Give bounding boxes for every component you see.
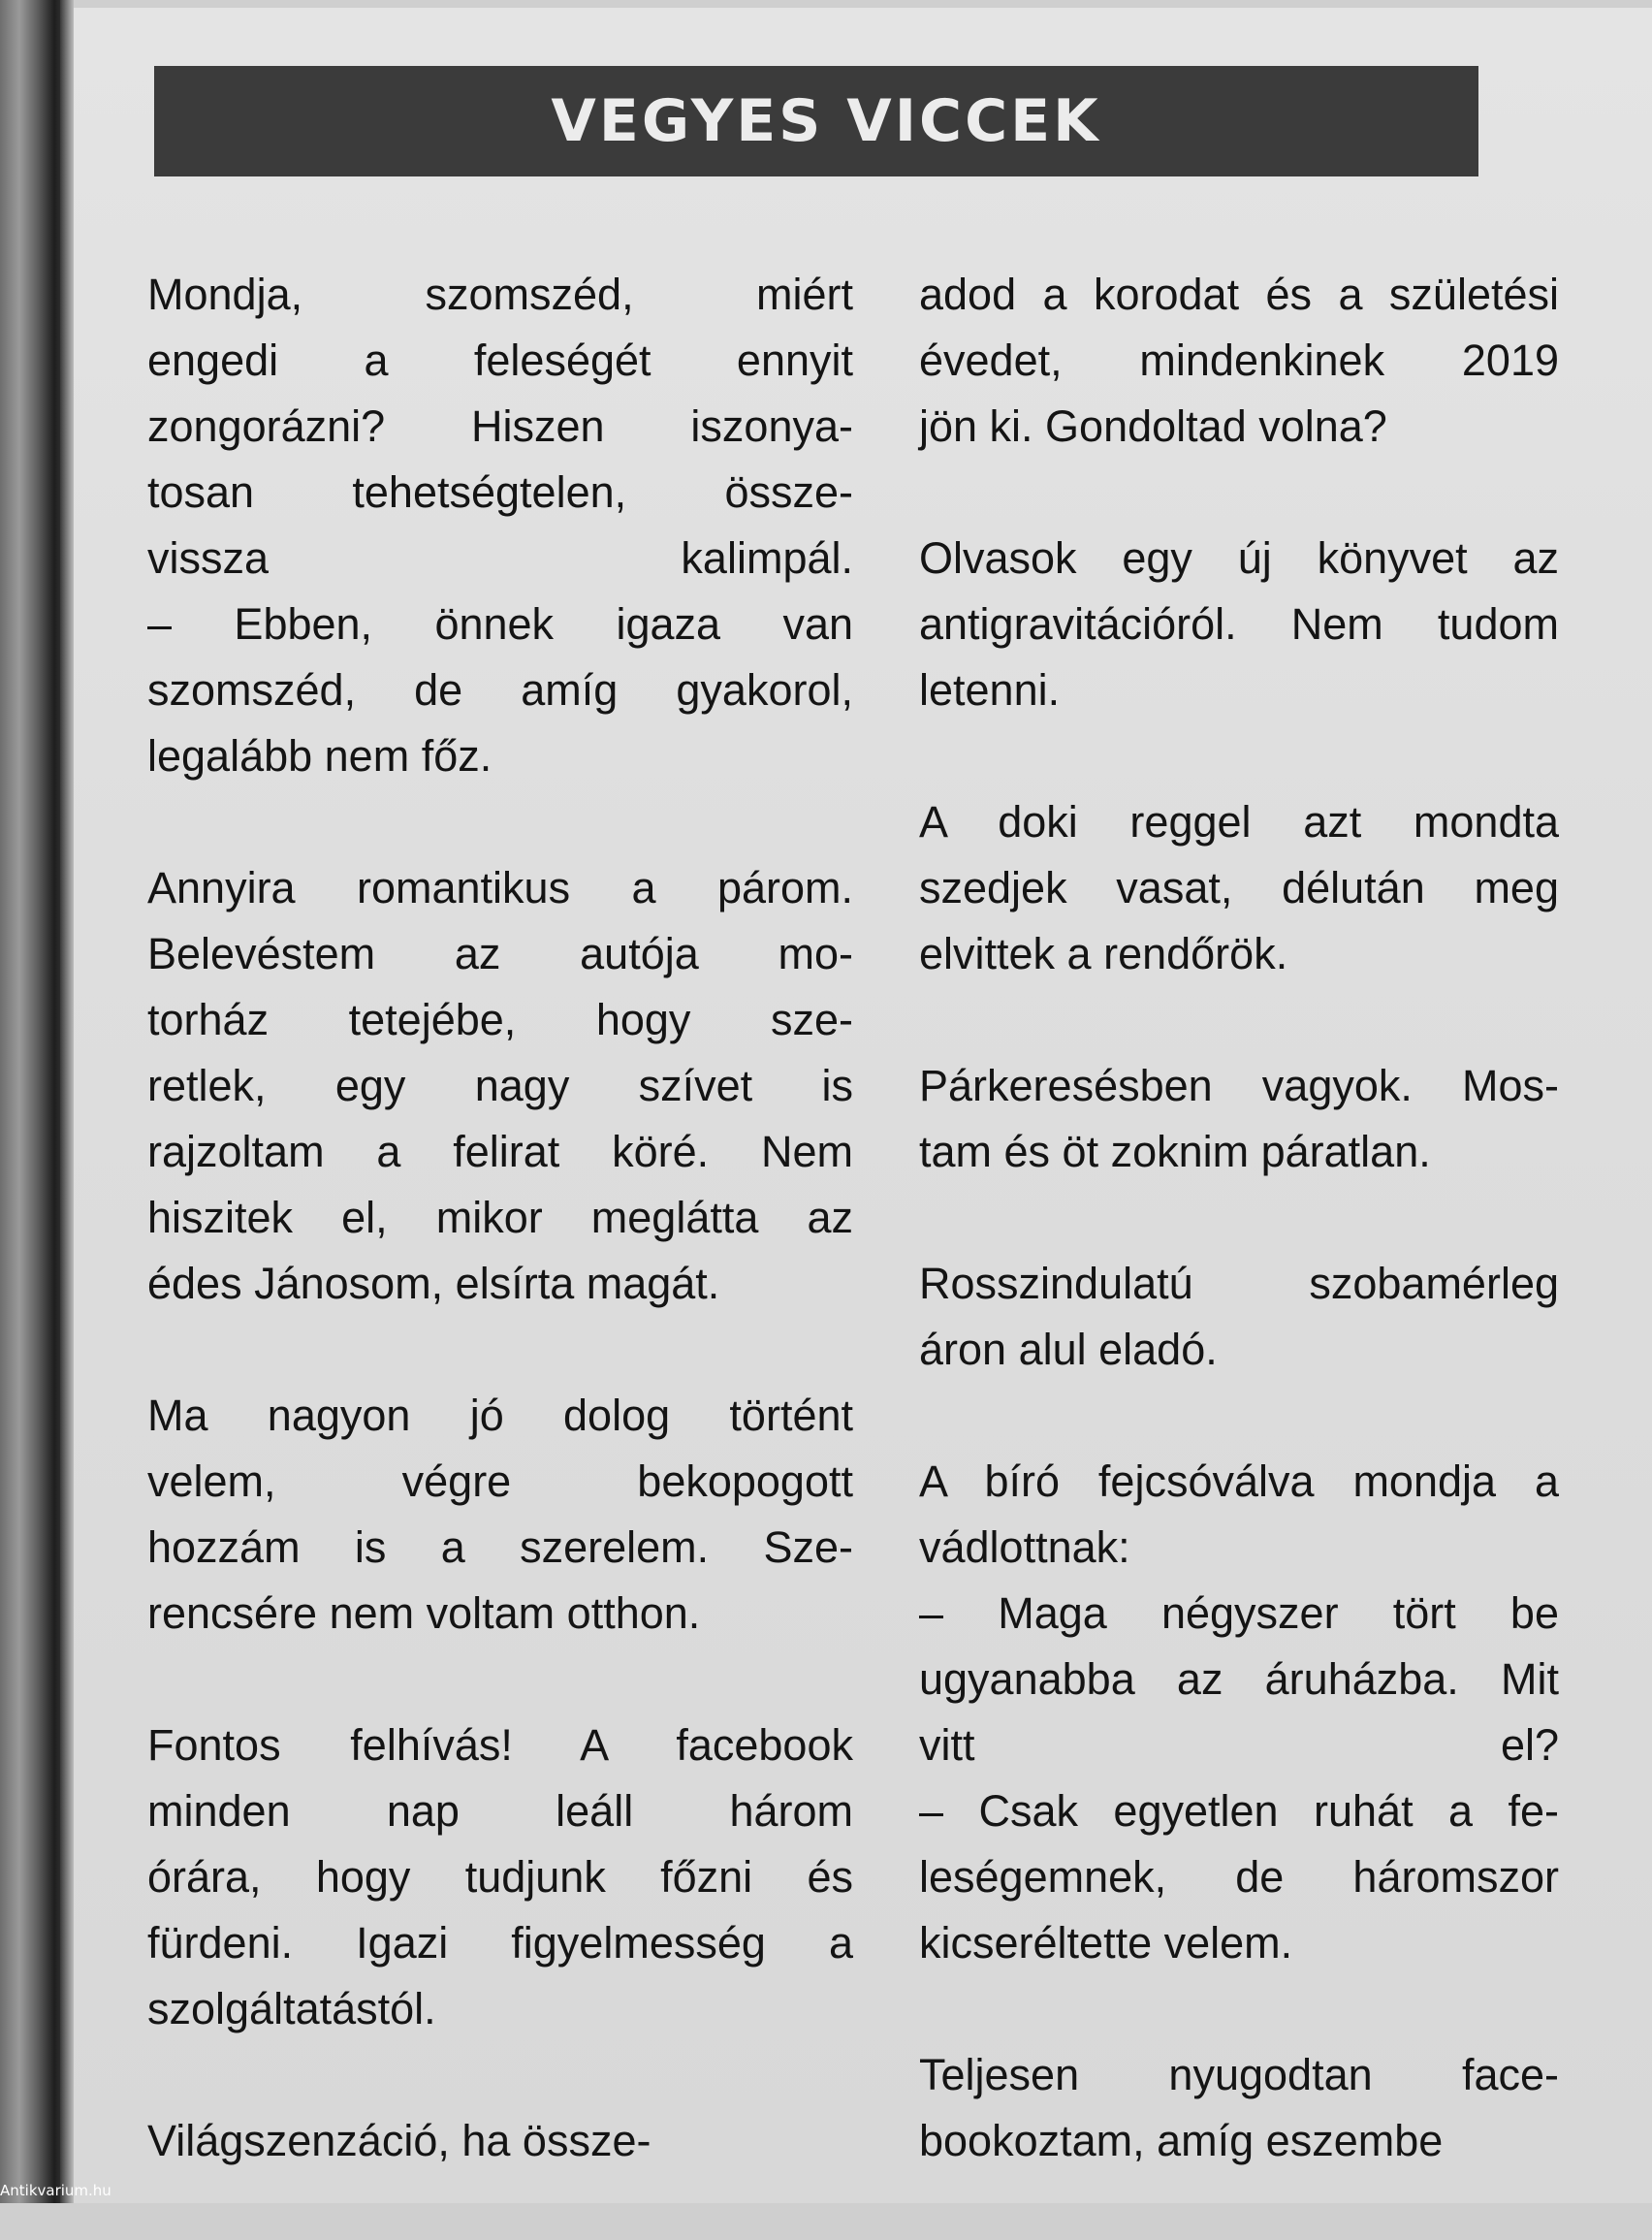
- joke-paragraph: [147, 2108, 853, 2174]
- text-line: velem, végre bekopogott: [147, 1456, 853, 1506]
- joke-paragraph: [147, 855, 853, 1317]
- text-line: vádlottnak:: [919, 1522, 1130, 1572]
- joke-paragraph: [919, 1251, 1559, 1383]
- text-line: szolgáltatástól.: [147, 1984, 436, 2033]
- text-line: tosan tehetségtelen, össze-: [147, 467, 853, 517]
- text-line: hozzám is a szerelem. Sze-: [147, 1522, 853, 1572]
- text-line: fürdeni. Igazi figyelmesség a: [147, 1918, 853, 1968]
- joke-paragraph: [919, 1449, 1559, 1976]
- text-line: kicseréltette velem.: [919, 1918, 1293, 1968]
- text-line: – Maga négyszer tört be: [919, 1588, 1559, 1638]
- joke-paragraph: [919, 1053, 1559, 1185]
- text-line: jön ki. Gondoltad volna?: [919, 401, 1387, 451]
- text-line: – Csak egyetlen ruhát a fe-: [919, 1786, 1559, 1836]
- text-line: torház tetejébe, hogy sze-: [147, 995, 853, 1044]
- text-line: A bíró fejcsóválva mondja a: [919, 1456, 1559, 1506]
- text-line: Teljesen nyugodtan face-: [919, 2050, 1559, 2099]
- text-line: édes Jánosom, elsírta magát.: [147, 1259, 720, 1308]
- joke-paragraph: [919, 789, 1559, 987]
- text-line: Világszenzáció, ha össze-: [147, 2116, 651, 2165]
- text-line: szomszéd, de amíg gyakorol,: [147, 665, 853, 715]
- text-line: tam és öt zoknim páratlan.: [919, 1127, 1431, 1176]
- page-title: VEGYES VICCEK: [551, 87, 1101, 155]
- text-line: bookoztam, amíg eszembe: [919, 2116, 1444, 2165]
- joke-paragraph: [919, 2042, 1559, 2174]
- text-line: évedet, mindenkinek 2019: [919, 336, 1559, 385]
- text-line: letenni.: [919, 665, 1061, 715]
- text-line: Párkeresésben vagyok. Mos-: [919, 1061, 1559, 1110]
- joke-paragraph: [919, 262, 1559, 460]
- book-gutter: [60, 0, 74, 2203]
- text-line: adod a korodat és a születési: [919, 270, 1559, 319]
- text-line: Mondja, szomszéd, miért: [147, 270, 853, 319]
- text-line: Rosszindulatú szobamérleg: [919, 1259, 1559, 1308]
- book-spine-shadow: [0, 0, 60, 2203]
- text-line: zongorázni? Hiszen iszonya-: [147, 401, 853, 451]
- text-line: rajzoltam a felirat köré. Nem: [147, 1127, 853, 1176]
- joke-paragraph: [147, 262, 853, 789]
- text-line: áron alul eladó.: [919, 1325, 1218, 1374]
- text-line: ugyanabba az áruházba. Mit: [919, 1654, 1559, 1704]
- joke-paragraph: [147, 1383, 853, 1647]
- text-line: órára, hogy tudjunk főzni és: [147, 1852, 853, 1902]
- text-line: minden nap leáll három: [147, 1786, 853, 1836]
- text-line: A doki reggel azt mondta: [919, 797, 1559, 847]
- watermark-text: Antikvarium.hu: [0, 2182, 111, 2199]
- text-line: – Ebben, önnek igaza van: [147, 599, 853, 649]
- text-line: rencsére nem voltam otthon.: [147, 1588, 701, 1638]
- text-line: legalább nem főz.: [147, 731, 492, 781]
- text-line: Annyira romantikus a párom.: [147, 863, 853, 912]
- text-line: antigravitációról. Nem tudom: [919, 599, 1559, 649]
- text-line: leségemnek, de háromszor: [919, 1852, 1559, 1902]
- text-line: vitt el?: [919, 1720, 1559, 1770]
- text-line: Ma nagyon jó dolog történt: [147, 1391, 853, 1440]
- left-text-column: [147, 262, 853, 2240]
- text-line: Belevéstem az autója mo-: [147, 929, 853, 978]
- text-line: retlek, egy nagy szívet is: [147, 1061, 853, 1110]
- joke-paragraph: [919, 526, 1559, 723]
- text-line: hiszitek el, mikor meglátta az: [147, 1193, 853, 1242]
- joke-paragraph: [147, 1712, 853, 2042]
- right-text-column: [919, 262, 1559, 2240]
- text-line: Fontos felhívás! A facebook: [147, 1720, 853, 1770]
- title-banner: [154, 66, 1478, 176]
- text-line: engedi a feleségét ennyit: [147, 336, 853, 385]
- text-line: szedjek vasat, délután meg: [919, 863, 1559, 912]
- text-line: elvittek a rendőrök.: [919, 929, 1288, 978]
- text-line: Olvasok egy új könyvet az: [919, 533, 1559, 583]
- text-line: vissza kalimpál.: [147, 533, 853, 583]
